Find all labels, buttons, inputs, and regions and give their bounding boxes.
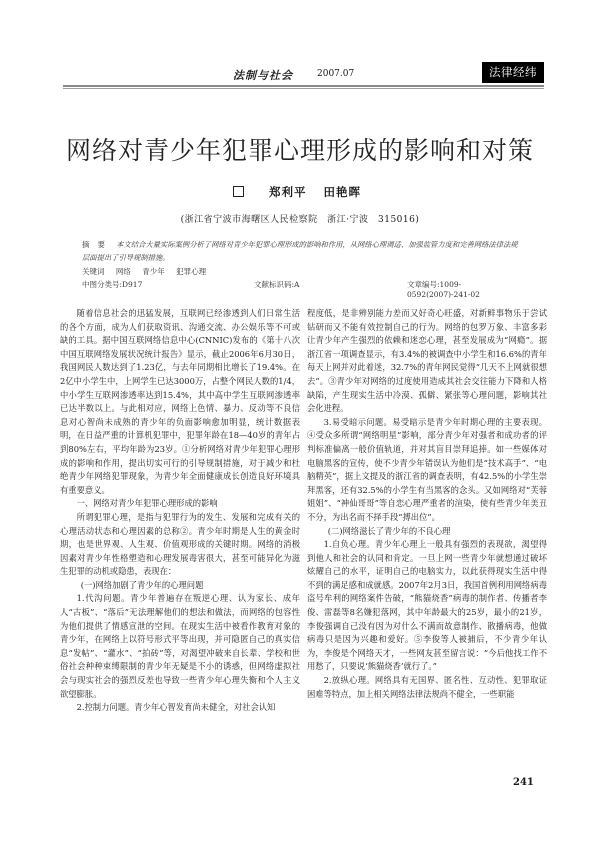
paragraph: 随着信息社会的迅猛发展，互联网已经渗透到人们日常生活的各个方面，成为人们获取资讯、沟通交流、办公娱乐等不可或缺的工具。据中国互联网络信息中心(CNNIC)发布的《第十八次中国互联网络发展状况统计报告》显示，截止2006年6月30日，我国网民人数达到了1.23亿，与去年同期相比增长了19.4%。在2亿中小学生中，上网学生已达3000万，占整个网民人数的1/4，中小学生互联网渗透率达到15.4%，其中高中学生互联网渗透率已达半数以上。与此相对应，网络上色情、暴力、反动等不良信息对心智尚未成熟的青少年的负面影响愈加明显，统计数据表明，在日益严重的计算机犯罪中，犯罪年龄在18—40岁的青年占到80%左右，平均年龄为23岁。①分析网络对青少年犯罪心理形成的影响和作用，提出切实可行的引导规制措施，对于减少和杜绝青少年网络犯罪现象，为青少年全面健康成长创造良好环境具有重要意义。 bbox=[60, 308, 300, 495]
affiliation: (浙江省宁波市海曙区人民检察院 浙江·宁波 315016) bbox=[180, 215, 420, 225]
paragraph: 所谓犯罪心理，是指与犯罪行为的发生、发展和完成有关的心理活动状态和心理因素的总称②。青少年时期是人生的黄金时期，也是世界观、人生观、价值观形成的关键时期。网络的消极因素对青少年性格塑造和心理发展毒害很大，甚至可能异化为滋生犯罪的动机或隐患，表现在： bbox=[60, 511, 300, 577]
journal-name: 法制与社会 bbox=[233, 69, 293, 82]
abstract-text: 本文结合大量实际案例分析了网络对青少年犯罪心理形成的影响和作用，从网络心理调适、加强监管力度和完善网络法律法规层面提出了引导规制措施。 bbox=[82, 240, 518, 262]
keyword: 犯罪心理 bbox=[176, 267, 207, 276]
section-heading: 一、网络对青少年犯罪心理形成的影响 bbox=[76, 498, 218, 509]
paragraph: 1.自负心理。青少年心理上一般具有强烈的表现欲，渴望得到他人和社会的认同和肯定。一旦上网一些青少年就想通过破坏炫耀自己的水平，证明自己的电脑实力，以此获得现实生活中得不到的满足感和成就感。2007年2月3日，我国首例利用网络病毒盗号牟利的网络案件告破，“熊猫烧香”病毒的制作者、传播者李俊、雷磊等8名嫌犯落网，其中年龄最大的25岁，最小的21岁，李俊强调自己没有因为对什么不满而故意制作、散播病毒，他做病毒只是因为兴趣和爱好。⑤李俊等人被捕后，不少青少年认为，李俊是个网络天才，一些网友甚至留言说：“今后他找工作不用愁了，只要说‘熊猫烧香’就行了。” bbox=[307, 539, 547, 672]
paragraph: 3.易受暗示问题。易受暗示是青少年时期心理的主要表现。④受众多所谓“网络明星”影响，部分青少年对强者和成功者的评判标准偏离一般价值轨道，并对其盲目崇拜追捧。如一些媒体对电脑黑客的宣传，使不少青少年错误认为他们是“技术高手”、“电脑精英”，据上文提及的浙江省的调查表明，有42.5%的小学生崇拜黑客，还有32.5%的小学生有当黑客的念头。又如网络对“芙蓉姐姐”、“神仙哥哥”等自恋心理严重者的渲染，使有些青少年美丑不分，为出名而不择手段“搏出位”。 bbox=[307, 416, 547, 522]
keywords-label: 关键词 bbox=[82, 267, 105, 276]
article-title: 网络对青少年犯罪心理形成的影响和对策 bbox=[65, 136, 534, 165]
paragraph-continued: 程度低，是非辨别能力差而又好奇心旺盛，对新鲜事物乐于尝试钻研而又不能有效控制自己的行为。网络的包罗万象、丰富多彩让青少年产生强烈的依赖和迷恋心理，甚至发展成为“网瘾”。据浙江省一项调查显示，有3.4%的被调查中小学生和16.6%的青年每天上网并对此着迷，32.7%的青年网民觉得“几天不上网就很想去”。③青少年对网络的过度使用造成其社会交往能力下降和人格缺陷，产生现实生活中冷漠、孤僻、紧张等心理问题，影响其社会化进程。 bbox=[307, 308, 547, 414]
section-label: 法律经纬 bbox=[482, 62, 544, 83]
paragraph: 2.放纵心理。网络具有无国界、匿名性、互动性、犯罪取证困难等特点，加上相关网络法律法规尚不健全，一些职能 bbox=[307, 675, 547, 699]
header-rule bbox=[63, 85, 544, 87]
abstract-label: 摘 要 bbox=[82, 240, 108, 249]
body-right-column bbox=[307, 307, 547, 701]
header-rule-thin bbox=[63, 88, 544, 89]
page-number: 241 bbox=[513, 777, 534, 788]
paragraph: 2.控制力问题。青少年心智发育尚未健全，对社会认知 bbox=[76, 702, 276, 713]
keywords bbox=[82, 266, 215, 277]
body-left-column bbox=[60, 307, 300, 715]
author-name: 郑利平 bbox=[269, 185, 307, 199]
document-code: 文献标识码:A bbox=[254, 280, 300, 289]
clc-number: 中图分类号:D917 bbox=[82, 280, 143, 289]
author-name: 田艳晖 bbox=[323, 185, 362, 199]
paragraph: 1.代沟问题。青少年普遍存在叛逆心理、认为家长、成年人“古板”、“落后”无法理解他们的想法和做法，而网络的包容性为他们提供了情感宣泄的空间。在现实生活中被看作教育对象的青少年，在网络上以符号形式平等出现，并可隐匿自己的真实信息“发帖”、“灌水”、“拍砖”等，对渴望冲破来自长辈、学校和世俗社会种种束缚限制的青少年无疑是不小的诱惑，但网络虚拟社会与现实社会的强烈反差也导致一些青少年心理失衡和个人主义欲望膨胀。 bbox=[60, 593, 300, 699]
subsection-heading: (一)网络加剧了青少年的心理问题 bbox=[80, 579, 204, 590]
abstract bbox=[82, 238, 522, 264]
author-marker-icon bbox=[233, 186, 244, 197]
subsection-heading: (二)网络滋长了青少年的不良心理 bbox=[327, 525, 451, 536]
running-header bbox=[63, 62, 544, 84]
keyword: 青少年 bbox=[142, 267, 165, 276]
issue-date: 2007.07 bbox=[317, 69, 355, 79]
keyword: 网络 bbox=[115, 267, 131, 276]
author-line bbox=[0, 184, 600, 200]
article-id: 文章编号:1009-0592(2007)-241-02 bbox=[407, 280, 480, 299]
